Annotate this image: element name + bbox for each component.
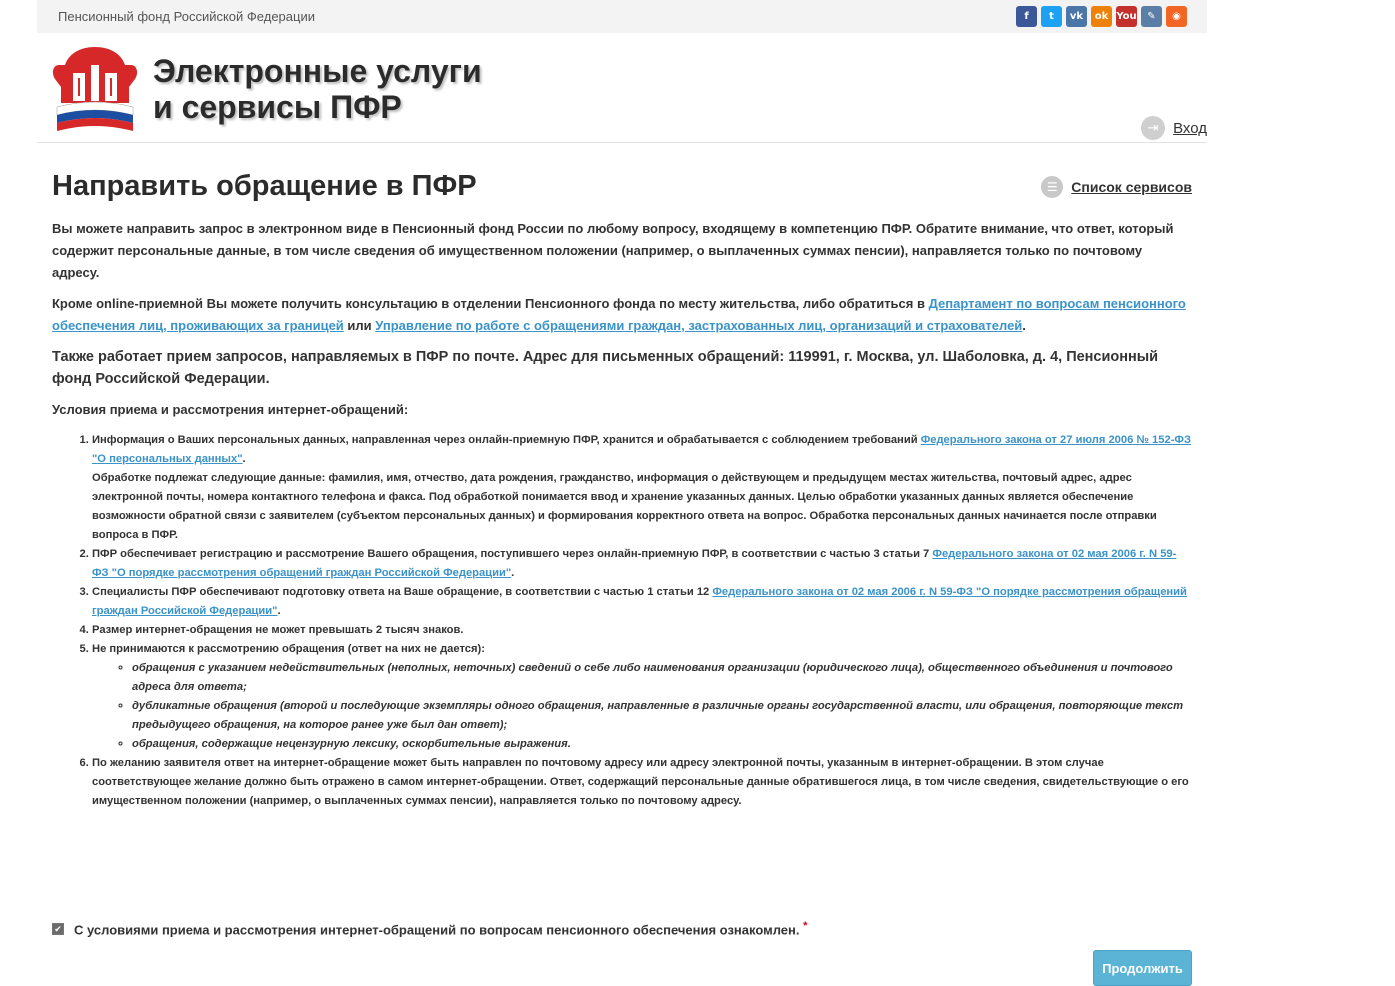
law-59-link[interactable]: Федерального закона от 02 мая 2006 г. N 59-ФЗ "О порядке рассмотрения обращений граждан Российской Федерации" <box>92 548 1177 579</box>
term3-end: . <box>277 605 281 617</box>
social-links <box>1016 6 1187 27</box>
list-item <box>92 640 1192 754</box>
term2-end: . <box>511 567 515 579</box>
brand-line-1: Электронные услуги <box>153 53 482 89</box>
consent-text: С условиями приема и рассмотрения интернет-обращений по вопросам пенсионного обеспечения ознакомлен. <box>74 922 800 938</box>
list-item: ◦ обращения с указанием недействительных (неполных, неточных) сведений о себе либо наименования организации (юридического лица), общественного объединения и почтового адреса для ответа; <box>132 659 1192 697</box>
list-item: 6. По желанию заявителя ответ на интернет-обращение может быть направлен по почтовому адресу или адресу электронной почты, указанным в интернет-обращении. В этом случае соответствующее желание должно быть отражено в самом интернет-обращении. Ответ, содержащий персональные данные обратившегося лица, в том числе сведения, свидетельствующие о его имущественном положении (например, о выплаченных суммах пенсии), направляется только по почтовому адресу. <box>92 754 1192 811</box>
para2-text-mid: или <box>343 318 376 333</box>
term3-text: Специалисты ПФР обеспечивают подготовку ответа на Ваше обращение, в соответствии с частью 1 статьи 12 <box>92 586 713 598</box>
list-item: ◦ обращения, содержащие нецензурную лексику, оскорбительные выражения. <box>132 735 1192 754</box>
para2-text-start: Кроме online-приемной Вы можете получить консультацию в отделении Пенсионного фонда по месту жительства, либо обратиться в <box>52 296 929 311</box>
consent-label <box>74 920 807 937</box>
term1-text: Информация о Ваших персональных данных, направленная через онлайн-приемную ПФР, хранится и обрабатывается с соблюдением требований <box>92 434 921 446</box>
list-item: ◦ дубликатные обращения (второй и последующие экземпляры одного обращения, направленные в различные органы государственной власти, или обращения, повторяющие текст предыдущего обращения, на которое ранее уже был дан ответ); <box>132 697 1192 735</box>
intro-paragraph-3: Также работает прием запросов, направляемых в ПФР по почте. Адрес для письменных обращений: 119991, г. Москва, ул. Шаболовка, д. 4, Пенсионный фонд Российской Федерации. <box>52 349 1159 387</box>
term1-note: Обработке подлежат следующие данные: фамилия, имя, отчество, дата рождения, гражданство, информация о действующем и предыдущем местах жительства, почтовый адрес, адрес электронной почты, номера контактного телефона и факса. Под обработкой понимается ввод и хранение указанных данных. Целью обработки указанных данных является обеспечение возможности обратной связи с заявителем (субъектом персональных данных) и формирования корректного ответа на вопрос. Обработка персональных данных начинается после отправки вопроса в ПФР. <box>92 472 1157 541</box>
brand-title <box>153 53 482 125</box>
appeals-office-link[interactable]: Управление по работе с обращениями граждан, застрахованных лиц, организаций и страхователей <box>375 318 1023 333</box>
law-152-link[interactable]: Федерального закона от 27 июля 2006 № 152-ФЗ "О персональных данных" <box>92 434 1191 465</box>
intro-text <box>52 218 1192 811</box>
vk-icon[interactable]: vk <box>1066 6 1087 27</box>
conditions-list <box>52 431 1192 811</box>
services-list-link[interactable] <box>1041 176 1192 198</box>
term1-end: . <box>242 453 246 465</box>
intro-paragraph-2 <box>52 293 1192 337</box>
term5-text: Не принимаются к рассмотрению обращения (ответ на них не дается): <box>92 643 486 655</box>
brand-line-2: и сервисы ПФР <box>153 89 402 125</box>
header <box>37 33 1207 143</box>
law-59-link-2[interactable]: Федерального закона от 02 мая 2006 г. N 59-ФЗ "О порядке рассмотрения обращений граждан Российской Федерации" <box>92 586 1187 617</box>
list-item <box>92 545 1192 583</box>
odnoklassniki-icon[interactable]: ok <box>1091 6 1112 27</box>
login-label[interactable]: Вход <box>1173 119 1207 137</box>
list-item: 4. Размер интернет-обращения не может превышать 2 тысяч знаков. <box>92 621 1192 640</box>
rss-icon[interactable]: ◉ <box>1166 6 1187 27</box>
youtube-icon[interactable]: You <box>1116 6 1137 27</box>
site-title: Пенсионный фонд Российской Федерации <box>58 9 315 24</box>
conditions-title: Условия приема и рассмотрения интернет-обращений: <box>52 402 409 417</box>
intro-paragraph-1: Вы можете направить запрос в электронном виде в Пенсионный фонд России по любому вопросу, входящему в компетенцию ПФР. Обратите внимание, что ответ, который содержит персональные данные, в том числе сведения об имущественном положении (например, о выплаченных суммах пенсии), направляется только по почтовому адресу. <box>52 221 1174 280</box>
consent-checkbox[interactable]: ✔ <box>52 923 64 935</box>
continue-button[interactable]: Продолжить <box>1093 950 1192 986</box>
facebook-icon[interactable]: f <box>1016 6 1037 27</box>
login-icon[interactable]: ⇥ <box>1141 116 1165 140</box>
page-title: Направить обращение в ПФР <box>52 170 477 202</box>
consent-row[interactable] <box>52 920 807 937</box>
top-bar <box>37 0 1207 33</box>
livejournal-icon[interactable]: ✎ <box>1141 6 1162 27</box>
twitter-icon[interactable]: t <box>1041 6 1062 27</box>
pfr-logo-icon[interactable] <box>51 43 139 135</box>
page-wrapper <box>37 0 1207 976</box>
rejection-list <box>92 659 1192 754</box>
list-item <box>92 431 1192 545</box>
login-link[interactable] <box>1141 116 1207 140</box>
list-icon[interactable]: ☰ <box>1041 176 1063 198</box>
term2-text: ПФР обеспечивает регистрацию и рассмотрение Вашего обращения, поступившего через онлайн-приемную ПФР, в соответствии с частью 3 статьи 7 <box>92 548 933 560</box>
para2-text-end: . <box>1022 318 1026 333</box>
list-item <box>92 583 1192 621</box>
services-list-label[interactable]: Список сервисов <box>1071 179 1192 195</box>
department-link[interactable]: Департамент по вопросам пенсионного обеспечения лиц, проживающих за границей <box>52 296 1186 333</box>
required-mark: * <box>803 920 808 932</box>
